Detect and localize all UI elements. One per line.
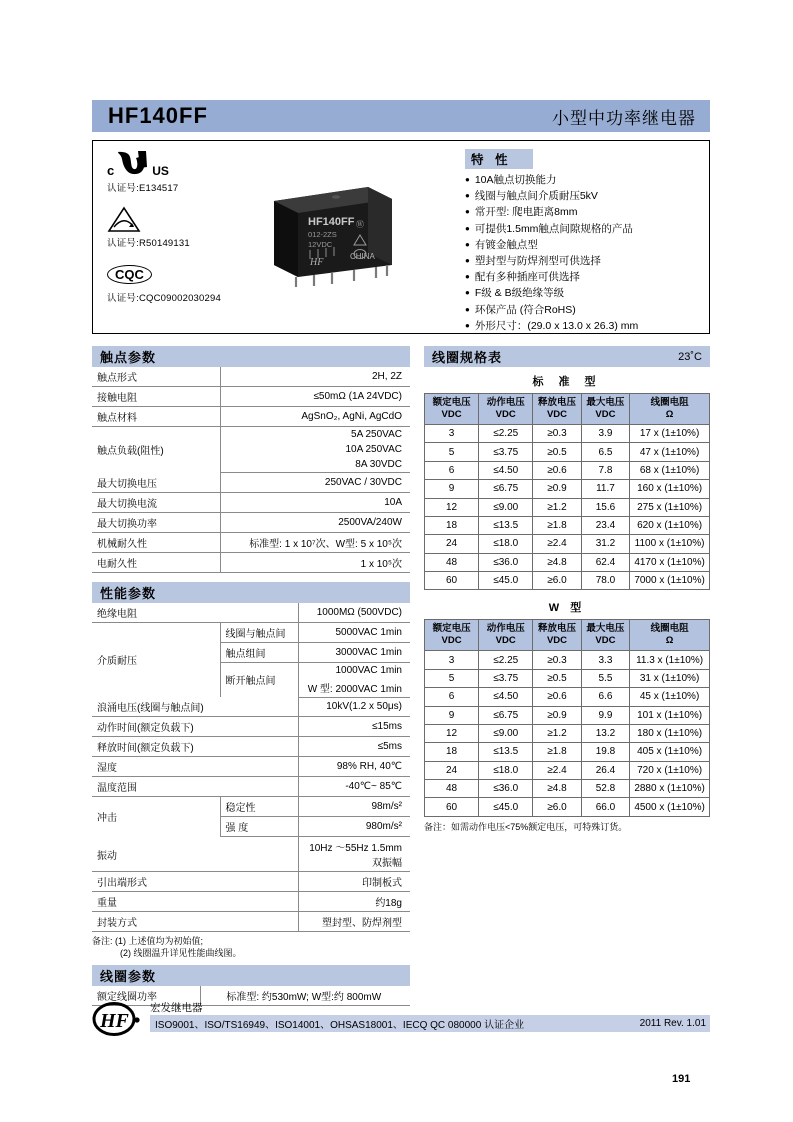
row-sublabel: 强 度 <box>220 817 298 837</box>
svg-text:HF: HF <box>100 1010 129 1032</box>
bullet-icon: ● <box>465 207 470 217</box>
contact-params-title: 触点参数 <box>100 350 157 365</box>
product-type-title: 小型中功率继电器 <box>552 108 696 128</box>
bullet-icon: ● <box>465 175 470 184</box>
cell: ≥1.8 <box>533 516 581 534</box>
cell: 6.5 <box>581 443 629 461</box>
col-header-line2: VDC <box>441 635 462 647</box>
row-value: 5000VAC 1min <box>298 622 410 642</box>
svg-text:HF: HF <box>310 257 324 268</box>
table-row <box>425 743 710 761</box>
cell: ≥0.9 <box>533 706 581 724</box>
cell: ≥1.2 <box>533 724 581 742</box>
row-sublabel: 断开触点间 <box>220 662 298 697</box>
coil-spec-header <box>424 346 710 367</box>
bullet-icon: ● <box>465 256 470 266</box>
table-row <box>425 498 710 516</box>
table-row <box>425 724 710 742</box>
bullet-icon: ● <box>465 320 470 330</box>
col-header-line2: VDC <box>441 409 462 420</box>
feature-text: 可提供1.5mm触点间隙规格的产品 <box>474 222 633 235</box>
table-row <box>92 427 410 443</box>
cell: 11.3 x (1±10%) <box>630 651 710 669</box>
tuv-cert-number: 认证号:R50149131 <box>107 238 190 249</box>
row-label: 封装方式 <box>92 912 298 932</box>
cell: 5 <box>425 669 479 687</box>
ul-us-label: US <box>152 164 169 178</box>
col-header-line2: Ω <box>665 635 674 647</box>
row-value: 1000MΩ (500VDC) <box>298 603 410 623</box>
cell: 720 x (1±10%) <box>630 761 710 779</box>
col-header-line2: VDC <box>495 635 516 647</box>
col-header <box>533 394 581 425</box>
row-value: 塑封型、防焊剂型 <box>298 912 410 932</box>
col-header-line2: VDC <box>546 635 568 647</box>
cell: ≤2.25 <box>479 425 533 443</box>
col-header-line1: 动作电压 <box>486 397 525 408</box>
row-label: 触点材料 <box>92 407 220 427</box>
table-row <box>92 892 410 912</box>
cell: ≥4.8 <box>533 553 581 571</box>
row-value: 98% RH, 40℃ <box>298 757 410 777</box>
cell: 60 <box>425 798 479 816</box>
cell: 101 x (1±10%) <box>630 706 710 724</box>
cell: 11.7 <box>581 480 629 498</box>
cell: ≥0.5 <box>533 669 581 687</box>
cell: 31.2 <box>581 535 629 553</box>
cell: 6.6 <box>581 688 629 706</box>
cell: ≥0.3 <box>533 425 581 443</box>
feature-item <box>465 237 701 253</box>
col-header-line1: 释放电压 <box>537 397 576 408</box>
row-value: 印制板式 <box>298 872 410 892</box>
feature-item <box>465 318 701 334</box>
page-number: 191 <box>672 1073 691 1085</box>
footer-revision: 2011 Rev. 1.01 <box>639 1018 706 1029</box>
bullet-icon: ● <box>465 191 470 201</box>
table-row <box>92 757 410 777</box>
feature-text: 线圈与触点间介质耐压5kV <box>474 190 598 203</box>
feature-item <box>465 253 701 269</box>
performance-notes <box>92 935 410 959</box>
col-header <box>479 620 533 651</box>
cell: ≥2.4 <box>533 535 581 553</box>
feature-item <box>465 172 701 188</box>
cell: ≤4.50 <box>479 688 533 706</box>
table-row <box>92 552 410 572</box>
table-row <box>92 603 410 623</box>
col-header <box>533 620 581 651</box>
row-value: 约18g <box>298 892 410 912</box>
feature-item <box>465 269 701 285</box>
cell: 18 <box>425 743 479 761</box>
features-title: 特 性 <box>465 149 533 169</box>
row-sublabel: 线圈与触点间 <box>220 622 298 642</box>
cqc-cert-number: 认证号:CQC09002030294 <box>107 293 221 304</box>
row-label: 湿度 <box>92 757 298 777</box>
row-label: 引出端形式 <box>92 872 298 892</box>
cell: 19.8 <box>581 743 629 761</box>
cell: ≤45.0 <box>479 798 533 816</box>
bullet-icon: ● <box>465 223 470 233</box>
table-row <box>425 461 710 479</box>
cell: 47 x (1±10%) <box>630 443 710 461</box>
relay-label-line1: HF140FF <box>308 216 355 228</box>
col-header-line1: 线圈电阻 <box>650 397 689 408</box>
cell: 7000 x (1±10%) <box>630 572 710 590</box>
cell: 9 <box>425 706 479 724</box>
cell: 62.4 <box>581 553 629 571</box>
ul-mark-icon <box>116 150 150 178</box>
row-value: 标准型: 1 x 10⁷次、W型: 5 x 10⁵次 <box>220 532 410 552</box>
cell: 9 <box>425 480 479 498</box>
table-row <box>425 761 710 779</box>
row-label: 最大切换电压 <box>92 473 220 493</box>
performance-params-title: 性能参数 <box>100 585 157 601</box>
col-header <box>581 620 629 651</box>
row-value: W 型: 2000VAC 1min <box>298 678 410 698</box>
cell: ≤18.0 <box>479 761 533 779</box>
row-value: 98m/s² <box>298 797 410 817</box>
table-row <box>92 532 410 552</box>
cell: 160 x (1±10%) <box>630 480 710 498</box>
table-row <box>425 535 710 553</box>
row-label: 电耐久性 <box>92 552 220 572</box>
bullet-icon: ● <box>465 239 470 249</box>
row-label: 浪涌电压(线圈与触点间) <box>92 697 298 717</box>
cell: ≥1.8 <box>533 743 581 761</box>
row-value: 10A <box>220 492 410 512</box>
cell: ≤6.75 <box>479 706 533 724</box>
table-row <box>425 688 710 706</box>
features-block <box>465 149 701 334</box>
cell: ≥6.0 <box>533 798 581 816</box>
row-value: 250VAC / 30VDC <box>220 473 410 493</box>
table-row <box>92 837 410 872</box>
table-row <box>425 798 710 816</box>
cell: 6 <box>425 461 479 479</box>
col-header <box>425 394 479 425</box>
page-footer <box>92 1000 710 1042</box>
footer-certifications: ISO9001、ISO/TS16949、ISO14001、OHSAS18001、IECQ QC 080000 认证企业 <box>155 1020 525 1031</box>
table-row <box>92 717 410 737</box>
row-sublabel: 稳定性 <box>220 797 298 817</box>
cell: 48 <box>425 780 479 798</box>
footer-certification-bar <box>150 1015 710 1032</box>
row-label: 机械耐久性 <box>92 532 220 552</box>
relay-label-line4: CHINA <box>350 252 375 261</box>
coil-spec-w-table <box>424 619 710 816</box>
col-header <box>630 394 710 425</box>
page-title-bar <box>92 100 710 132</box>
cell: ≥0.6 <box>533 688 581 706</box>
cell: 620 x (1±10%) <box>630 516 710 534</box>
table-row <box>425 706 710 724</box>
row-value: 10A 250VAC <box>220 442 410 457</box>
col-header <box>479 394 533 425</box>
table-row <box>92 473 410 493</box>
cell: 23.4 <box>581 516 629 534</box>
cell: 1100 x (1±10%) <box>630 535 710 553</box>
row-value: 3000VAC 1min <box>298 642 410 662</box>
part-number-title: HF140FF <box>108 103 208 128</box>
table-row <box>425 669 710 687</box>
cell: 45 x (1±10%) <box>630 688 710 706</box>
left-column <box>92 346 410 1006</box>
row-label: 最大切换电流 <box>92 492 220 512</box>
row-label: 冲击 <box>97 813 117 825</box>
table-row <box>92 872 410 892</box>
table-row <box>92 912 410 932</box>
row-value: ≤50mΩ (1A 24VDC) <box>220 387 410 407</box>
row-label: 最大切换功率 <box>92 512 220 532</box>
col-header-line2: VDC <box>546 409 568 420</box>
w-type-label: W 型 <box>548 602 586 615</box>
table-row <box>92 777 410 797</box>
cell: ≥0.3 <box>533 651 581 669</box>
cell: ≤9.00 <box>479 498 533 516</box>
row-label: 触点形式 <box>92 367 220 387</box>
row-value: 5A 250VAC <box>220 427 410 443</box>
row-value: ≤15ms <box>298 717 410 737</box>
table-row <box>425 572 710 590</box>
note-line-2: (2) 线圈温升详见性能曲线图。 <box>120 948 242 958</box>
cell: 5.5 <box>581 669 629 687</box>
cell: ≤45.0 <box>479 572 533 590</box>
coil-params-title: 线圈参数 <box>100 969 157 984</box>
row-value: 2500VA/240W <box>220 512 410 532</box>
cell: 12 <box>425 724 479 742</box>
cell: 60 <box>425 572 479 590</box>
cell: ≥0.5 <box>533 443 581 461</box>
cell: 24 <box>425 761 479 779</box>
cell: ≤13.5 <box>479 743 533 761</box>
cell: ≥0.9 <box>533 480 581 498</box>
feature-text: 常开型: 爬电距离8mm <box>474 206 578 219</box>
col-header-line2: VDC <box>595 409 616 420</box>
cell: ≤9.00 <box>479 724 533 742</box>
row-label: 温度范围 <box>92 777 298 797</box>
cell: 48 <box>425 553 479 571</box>
table-row <box>425 480 710 498</box>
features-list <box>465 172 701 334</box>
row-value: 980m/s² <box>298 817 410 837</box>
ul-cert-number: 认证号:E134517 <box>107 183 179 194</box>
coil-spec-title: 线圈规格表 <box>432 350 503 365</box>
row-sublabel: 触点组间 <box>220 642 298 662</box>
cell: 13.2 <box>581 724 629 742</box>
row-value: 10Hz ～55Hz 1.5mm 双振幅 <box>298 837 410 872</box>
row-label: 动作时间(额定负载下) <box>92 717 298 737</box>
cell: ≤36.0 <box>479 780 533 798</box>
note-line-1: 备注: (1) 上述值均为初始值; <box>92 936 204 946</box>
ul-c-label: c <box>107 163 115 178</box>
col-header-line2: VDC <box>495 409 516 420</box>
cell: 275 x (1±10%) <box>630 498 710 516</box>
coil-spec-note: 备注：如需动作电压<75%额定电压，可特殊订货。 <box>424 821 628 832</box>
feature-item <box>465 221 701 237</box>
col-header-line1: 释放电压 <box>537 623 576 635</box>
table-row <box>425 516 710 534</box>
footer-brand: 宏发继电器 <box>150 1002 203 1014</box>
cell: ≥1.2 <box>533 498 581 516</box>
row-value: 1 x 10⁵次 <box>220 552 410 572</box>
cell: 180 x (1±10%) <box>630 724 710 742</box>
row-value: 标准型: 约530mW; W型:约 800mW <box>200 986 410 1006</box>
feature-item <box>465 285 701 301</box>
bullet-icon: ● <box>465 272 470 282</box>
performance-params-table <box>92 603 410 933</box>
cell: ≤2.25 <box>479 651 533 669</box>
right-column <box>424 346 710 833</box>
contact-params-table <box>92 367 410 573</box>
table-header-row <box>425 620 710 651</box>
cell: 15.6 <box>581 498 629 516</box>
cell: ≤4.50 <box>479 461 533 479</box>
col-header-line1: 最大电压 <box>586 623 625 635</box>
feature-item <box>465 188 701 204</box>
col-header-line2: Ω <box>665 409 674 420</box>
col-header <box>630 620 710 651</box>
cell: 12 <box>425 498 479 516</box>
row-label: 介质耐压 <box>97 656 137 668</box>
row-label: 释放时间(额定负载下) <box>92 737 298 757</box>
cell: 17 x (1±10%) <box>630 425 710 443</box>
overview-panel <box>92 140 710 334</box>
table-row <box>92 622 410 642</box>
row-label: 接触电阻 <box>92 387 220 407</box>
cell: ≤3.75 <box>479 443 533 461</box>
cell: 7.8 <box>581 461 629 479</box>
cell: 66.0 <box>581 798 629 816</box>
cell: ≥4.8 <box>533 780 581 798</box>
relay-label-line2: 012-2ZS <box>308 230 337 239</box>
cell: 5 <box>425 443 479 461</box>
cell: 3.3 <box>581 651 629 669</box>
col-header-line1: 额定电压 <box>432 623 471 635</box>
cqc-label: CQC <box>107 265 152 284</box>
row-label: 振动 <box>92 837 298 872</box>
row-value: 2H, 2Z <box>220 367 410 387</box>
cell: 4170 x (1±10%) <box>630 553 710 571</box>
col-header <box>581 394 629 425</box>
cell: 4500 x (1±10%) <box>630 798 710 816</box>
row-value: 1000VAC 1min <box>298 662 410 678</box>
cell: 78.0 <box>581 572 629 590</box>
col-header-line1: 动作电压 <box>486 623 525 635</box>
table-row <box>425 553 710 571</box>
table-row <box>92 367 410 387</box>
bullet-icon: ● <box>465 304 470 314</box>
row-value: 10kV(1.2 x 50μs) <box>298 697 410 717</box>
coil-spec-standard-table <box>424 393 710 590</box>
contact-params-header <box>92 346 410 367</box>
col-header-line1: 最大电压 <box>586 397 625 408</box>
relay-label-line3: 12VDC <box>308 240 333 249</box>
coil-spec-temperature: 23˚C <box>678 350 702 363</box>
row-label: 重量 <box>92 892 298 912</box>
cell: 3.9 <box>581 425 629 443</box>
table-row <box>92 387 410 407</box>
row-value: 8A 30VDC <box>220 457 410 473</box>
cell: 2880 x (1±10%) <box>630 780 710 798</box>
cell: 68 x (1±10%) <box>630 461 710 479</box>
feature-text: 10A触点切换能力 <box>474 174 557 186</box>
cell: 6 <box>425 688 479 706</box>
row-value: -40℃~ 85℃ <box>298 777 410 797</box>
table-row <box>92 737 410 757</box>
feature-text: 塑封型与防焊剂型可供选择 <box>474 255 601 268</box>
cell: 9.9 <box>581 706 629 724</box>
cell: 18 <box>425 516 479 534</box>
feature-text: F级 & B级绝缘等级 <box>474 287 565 300</box>
cell: 24 <box>425 535 479 553</box>
cell: 3 <box>425 425 479 443</box>
feature-item <box>465 204 701 220</box>
feature-item <box>465 302 701 318</box>
table-row <box>92 797 410 817</box>
table-header-row <box>425 394 710 425</box>
table-row <box>425 443 710 461</box>
cell: ≥0.6 <box>533 461 581 479</box>
cell: ≤36.0 <box>479 553 533 571</box>
svg-text:Ⓦ: Ⓦ <box>356 220 364 229</box>
col-header-line1: 额定电压 <box>432 397 471 408</box>
row-label: 绝缘电阻 <box>92 603 298 623</box>
hongfa-logo-icon <box>92 1002 144 1036</box>
table-row <box>92 512 410 532</box>
table-row <box>92 407 410 427</box>
cell: ≥2.4 <box>533 761 581 779</box>
col-header <box>425 620 479 651</box>
cell: 52.8 <box>581 780 629 798</box>
table-row <box>425 780 710 798</box>
table-row <box>92 697 410 717</box>
row-label: 额定线圈功率 <box>92 986 200 1006</box>
cell: ≥6.0 <box>533 572 581 590</box>
cell: 26.4 <box>581 761 629 779</box>
row-label: 触点负载(阻性) <box>97 446 164 458</box>
col-header-line1: 线圈电阻 <box>650 623 689 635</box>
bullet-icon: ● <box>465 288 470 298</box>
coil-params-header <box>92 965 410 986</box>
feature-text: 有镀金触点型 <box>474 238 538 251</box>
relay-product-photo <box>256 173 406 291</box>
feature-text: 环保产品 (符合RoHS) <box>474 303 576 316</box>
performance-params-header <box>92 582 410 603</box>
standard-type-label: 标 准 型 <box>532 376 602 388</box>
cell: ≤13.5 <box>479 516 533 534</box>
cell: ≤3.75 <box>479 669 533 687</box>
table-row <box>425 651 710 669</box>
col-header-line2: VDC <box>595 635 616 647</box>
feature-text: 外形尺寸：(29.0 x 13.0 x 26.3) mm <box>474 319 639 332</box>
cell: 405 x (1±10%) <box>630 743 710 761</box>
row-value: AgSnO₂, AgNi, AgCdO <box>220 407 410 427</box>
cell: ≤6.75 <box>479 480 533 498</box>
feature-text: 配有多种插座可供选择 <box>474 271 580 284</box>
row-value: ≤5ms <box>298 737 410 757</box>
cell: ≤18.0 <box>479 535 533 553</box>
cell: 31 x (1±10%) <box>630 669 710 687</box>
table-row <box>425 425 710 443</box>
cell: 3 <box>425 651 479 669</box>
table-row <box>92 492 410 512</box>
